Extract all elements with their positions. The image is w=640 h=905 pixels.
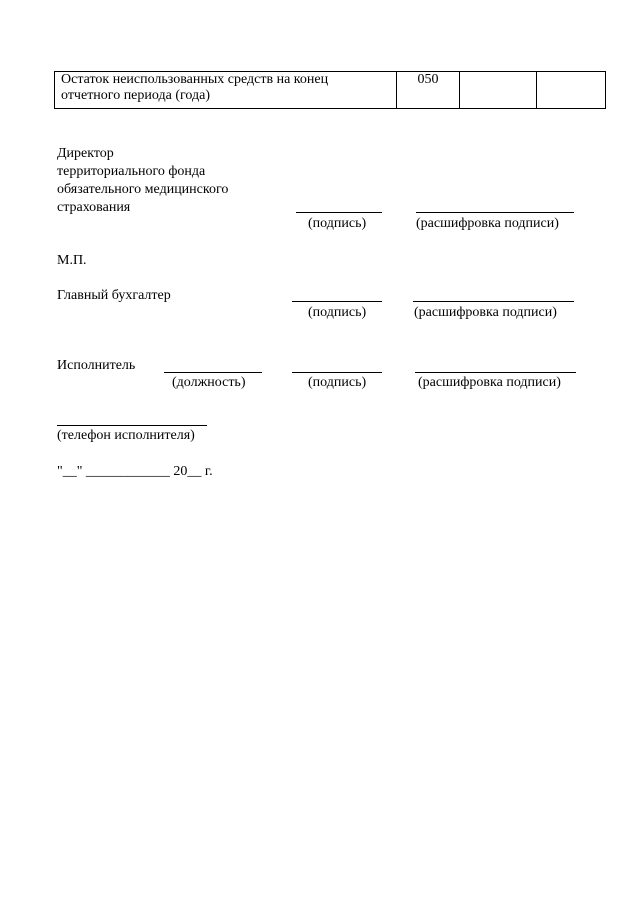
director-title-line4: страхования [57, 200, 131, 215]
phone-line [57, 425, 207, 426]
director-title-line2: территориального фонда [57, 164, 206, 179]
director-decoding-line [416, 212, 574, 213]
executor-signature-caption: (подпись) [308, 375, 367, 390]
director-title-line3: обязательного медицинского [57, 182, 229, 197]
row-code-cell: 050 [397, 72, 460, 109]
row-label-line2: отчетного периода (года) [61, 88, 210, 103]
row-label-cell [55, 72, 397, 109]
table-row [55, 72, 606, 109]
balance-table [54, 71, 606, 109]
accountant-decoding-caption: (расшифровка подписи) [414, 305, 557, 320]
chief-accountant-label: Главный бухгалтер [57, 288, 171, 303]
director-decoding-caption: (расшифровка подписи) [416, 216, 559, 231]
row-label-line1: Остаток неиспользованных средств на конец [61, 72, 329, 87]
value-cell-2 [537, 72, 606, 109]
executor-decoding-caption: (расшифровка подписи) [418, 375, 561, 390]
executor-position-caption: (должность) [172, 375, 246, 390]
director-signature-caption: (подпись) [308, 216, 367, 231]
executor-signature-line [292, 372, 382, 373]
executor-position-line [164, 372, 262, 373]
accountant-decoding-line [413, 301, 574, 302]
value-cell-1 [460, 72, 537, 109]
director-title-line1: Директор [57, 146, 114, 161]
accountant-signature-caption: (подпись) [308, 305, 367, 320]
director-signature-line [296, 212, 382, 213]
phone-caption: (телефон исполнителя) [57, 428, 195, 443]
date-line: "__" ____________ 20__ г. [57, 464, 213, 479]
executor-label: Исполнитель [57, 358, 136, 373]
accountant-signature-line [292, 301, 382, 302]
executor-decoding-line [415, 372, 576, 373]
stamp-label: М.П. [57, 253, 87, 268]
